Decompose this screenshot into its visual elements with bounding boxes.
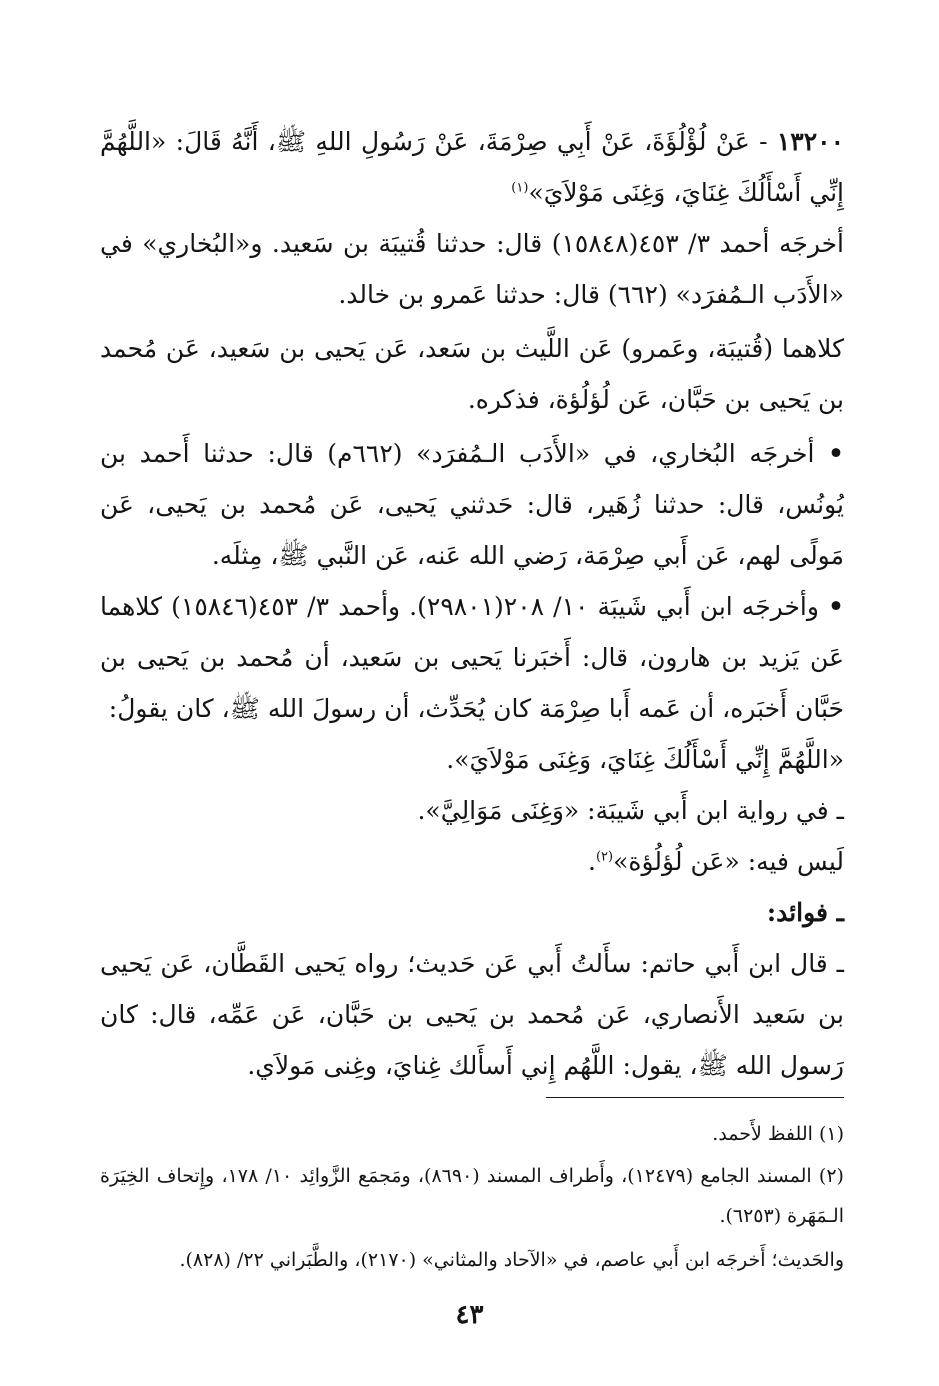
footnote-1-text: (١) اللفظ لأَحمد. <box>712 1123 844 1145</box>
hadith-number: ١٣٢٠٠ <box>776 127 845 156</box>
footnote-2-text: (٢) المسند الجامع (١٢٤٧٩)، وأَطراف المسند (٨٦٩٠)، ومَجمَع الزَّوائِد ١٠/ ١٧٨، وإِتحاف الخِيَرَة الـمَهَرة (٦٢٥٣). <box>100 1165 844 1227</box>
takhrij-text-5: «اللَّهُمَّ إِنِّي أَسْأَلُكَ غِنَايَ، وَغِنَى مَوْلاَيَ». <box>446 745 844 774</box>
footnote-3-text: والحَديث؛ أَخرجَه ابن أَبي عاصم، في «الآحاد والمثاني» (٢١٧٠)، والطَّبَراني ٢٢/ (٨٢٨). <box>179 1249 844 1271</box>
footnote-separator <box>546 1097 844 1098</box>
takhrij-paragraph-1 <box>100 218 844 320</box>
takhrij-text-2: كلاهما (قُتيبَة، وعَمرو) عَن اللَّيث بن سَعد، عَن يَحيى بن سَعيد، عَن مُحمد بن يَحيى بن حَبَّان، عَن لُؤلُؤة، فذكره. <box>100 334 844 414</box>
fawaid-paragraph <box>100 938 844 1091</box>
takhrij-paragraph-4 <box>100 581 844 734</box>
takhrij-text-4: وأخرجَه ابن أَبي شَيبَة ١٠/ ٢٠٨(٢٩٨٠١). وأحمد ٣/ ٤٥٣(١٥٨٤٦) كلاهما عَن يَزيد بن هارون، قال: أَخبَرنا يَحيى بن سَعيد، أن مُحمد بن يَحيى بن حَبَّان أَخبَره، أن عَمه أَبا صِرْمَة كان يُحَدِّث، أن رسولَ الله ﷺ، كان يقولُ: <box>100 592 844 723</box>
fawaid-text: ـ قال ابن أَبي حاتم: سأَلتُ أَبي عَن حَديث؛ رواه يَحيى القَطَّان، عَن يَحيى بن سَعيد الأَنصاري، عَن مُحمد بن يَحيى بن حَبَّان، عَن عَمِّه، قال: كان رَسول الله ﷺ، يقول: اللَّهُم إِني أَسأَلك غِنايَ، وغِنى مَولاَي. <box>100 949 844 1080</box>
footnote-1 <box>100 1114 844 1154</box>
bullet-marker: • <box>827 592 844 621</box>
footnote-ref-2: (٢) <box>595 849 614 865</box>
takhrij-text-1: أخرجَه أحمد ٣/ ٤٥٣(١٥٨٤٨) قال: حدثنا قُتيبَة بن سَعيد. و«البُخاري» في «الأَدَب الـمُفرَد» (٦٦٢) قال: حدثنا عَمرو بن خالد. <box>100 229 845 309</box>
fawaid-heading <box>100 887 844 938</box>
footnote-ref-1: (١) <box>511 180 529 196</box>
footnote-2 <box>100 1156 844 1236</box>
page-number: ٤٣ <box>455 1300 484 1330</box>
takhrij-paragraph-3 <box>100 428 844 581</box>
takhrij-text-6: ـ في رواية ابن أَبي شَيبَة: «وَغِنَى مَوَالِيَّ». <box>417 796 844 825</box>
hadith-entry <box>100 116 844 218</box>
takhrij-text-7-end: . <box>588 847 596 876</box>
hadith-text-repeat <box>100 734 844 785</box>
hadith-chain: - عَنْ لُؤْلُؤَةَ، عَنْ أَبِي صِرْمَةَ، عَنْ رَسُولِ اللهِ ﷺ، أَنَّهُ قَالَ: <box>175 127 768 156</box>
takhrij-paragraph-2 <box>100 323 844 425</box>
footnote-3 <box>100 1240 844 1280</box>
hadith-text: «اللَّهُمَّ إِنِّي أَسْأَلُكَ غِنَايَ، وَغِنَى مَوْلاَيَ» <box>100 127 844 207</box>
fawaid-heading-text: ـ فوائد: <box>766 898 844 927</box>
takhrij-text-3: أخرجَه البُخاري، في «الأَدَب الـمُفرَد» (٦٦٢م) قال: حدثنا أَحمد بن يُونُس، قال: حدثنا زُهَير، قال: حَدثني يَحيى، عَن مُحمد بن يَحيى، عَن مَولًى لهم، عَن أَبي صِرْمَة، رَضي الله عَنه، عَن النَّبي ﷺ، مِثلَه. <box>100 439 844 570</box>
takhrij-text-7: لَيس فيه: «عَن لُؤلُؤة» <box>613 847 844 876</box>
bullet-marker: • <box>828 439 845 468</box>
omission-note <box>100 836 844 887</box>
variant-note <box>100 785 844 836</box>
